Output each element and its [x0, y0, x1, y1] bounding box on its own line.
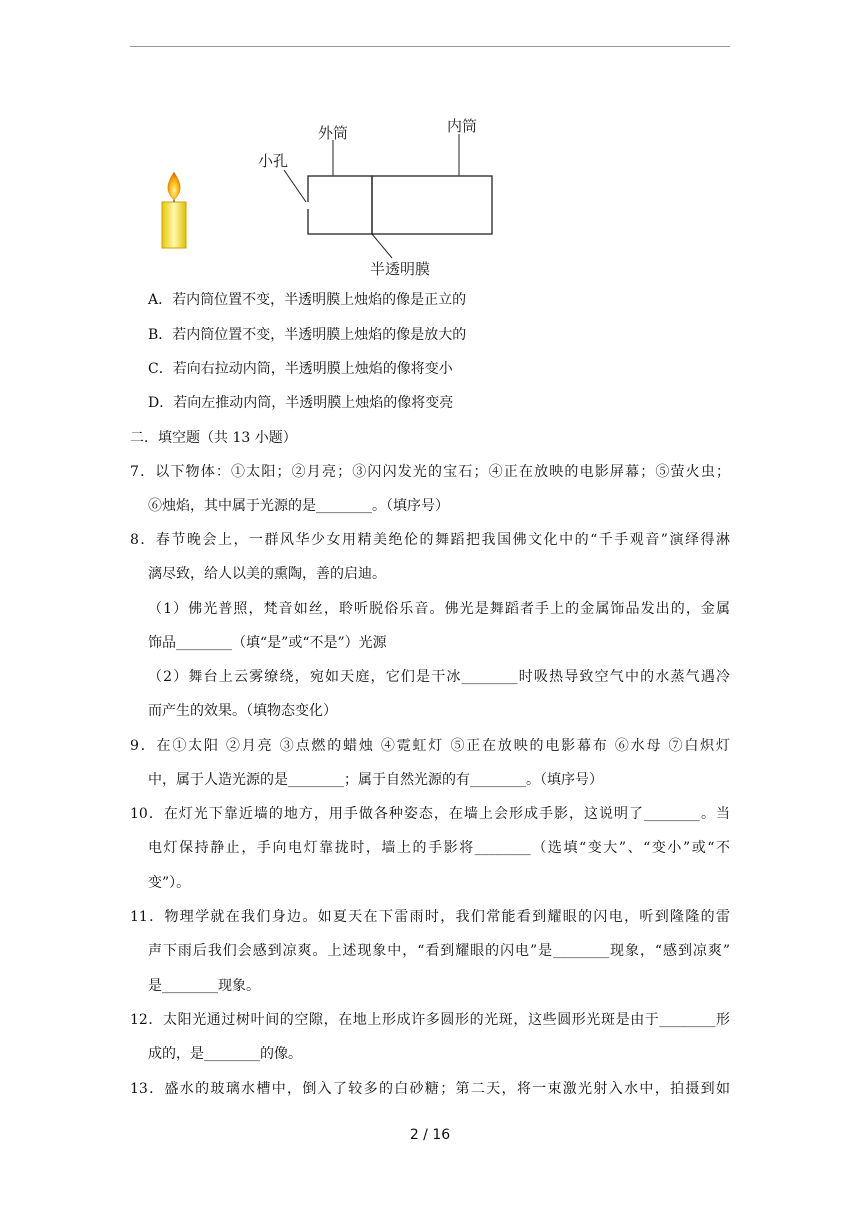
outer-tube [308, 176, 372, 234]
label-pinhole: 小孔 [258, 152, 289, 170]
question-10-line-2: 电灯保持静止，手向电灯靠拢时，墙上的手影将________（选填“变大”、“变小”或“不 [148, 840, 730, 856]
choice-c: C．若向右拉动内筒，半透明膜上烛焰的像将变小 [148, 361, 453, 377]
candle-icon [162, 172, 186, 248]
question-8-sub2-line-2: 而产生的效果。（填物态变化） [148, 703, 337, 719]
question-9-line-2: 中，属于人造光源的是________；属于自然光源的有________。（填序号） [148, 772, 603, 788]
header-rule [130, 46, 730, 47]
question-8-sub2-line-1: （2）舞台上云雾缭绕，宛如天庭，它们是干冰________时吸热导致空气中的水蒸气遇冷 [148, 669, 730, 685]
choice-d: D．若向左推动内筒，半透明膜上烛焰的像将变亮 [148, 395, 454, 411]
question-9-line-1: 9．在①太阳 ②月亮 ③点燃的蜡烛 ④霓虹灯 ⑤正在放映的电影幕布 ⑥水母 ⑦白炽灯 [130, 738, 730, 754]
question-10-line-3: 变”）。 [148, 875, 191, 891]
question-8-sub1-line-1: （1）佛光普照，梵音如丝，聆听脱俗乐音。佛光是舞蹈者手上的金属饰品发出的，金属 [148, 601, 730, 617]
question-13-line-1: 13．盛水的玻璃水槽中，倒入了较多的白砂糖；第二天，将一束激光射入水中，拍摄到如 [130, 1081, 730, 1097]
inner-tube [372, 176, 492, 234]
section-title: 二．填空题（共 13 小题） [130, 430, 297, 446]
label-film: 半透明膜 [370, 260, 431, 278]
choice-a: A．若内筒位置不变，半透明膜上烛焰的像是正立的 [148, 292, 467, 308]
question-12-line-2: 成的，是________的像。 [148, 1046, 302, 1062]
question-10-line-1: 10．在灯光下靠近墙的地方，用手做各种姿态，在墙上会形成手影，这说明了________。当 [130, 806, 730, 822]
page-number: 2 / 16 [409, 1127, 451, 1143]
question-8-line-2: 漓尽致，给人以美的熏陶，善的启迪。 [148, 566, 386, 582]
label-inner-tube: 内筒 [447, 117, 478, 135]
question-11-line-3: 是________现象。 [148, 978, 260, 994]
label-outer-tube: 外筒 [318, 124, 349, 142]
question-12-line-1: 12．太阳光通过树叶间的空隙，在地上形成许多圆形的光斑，这些圆形光斑是由于________形 [130, 1012, 730, 1028]
question-8-line-1: 8．春节晚会上，一群风华少女用精美绝伦的舞蹈把我国佛文化中的“千手观音”演绎得淋 [130, 532, 730, 548]
choice-b: B．若内筒位置不变，半透明膜上烛焰的像是放大的 [148, 327, 467, 343]
question-8-sub1-line-2: 饰品________（填“是”或“不是”）光源 [148, 635, 387, 651]
question-11-line-2: 声下雨后我们会感到凉爽。上述现象中，“看到耀眼的闪电”是________现象，“感到凉爽” [148, 943, 730, 959]
question-7-line-1: 7．以下物体：①太阳；②月亮；③闪闪发光的宝石；④正在放映的电影屏幕；⑤萤火虫； [130, 464, 730, 480]
pinhole-camera-figure [150, 110, 510, 285]
question-7-line-2: ⑥烛焰，其中属于光源的是________。（填序号） [148, 498, 449, 514]
question-11-line-1: 11．物理学就在我们身边。如夏天在下雷雨时，我们常能看到耀眼的闪电，听到隆隆的雷 [130, 909, 730, 925]
